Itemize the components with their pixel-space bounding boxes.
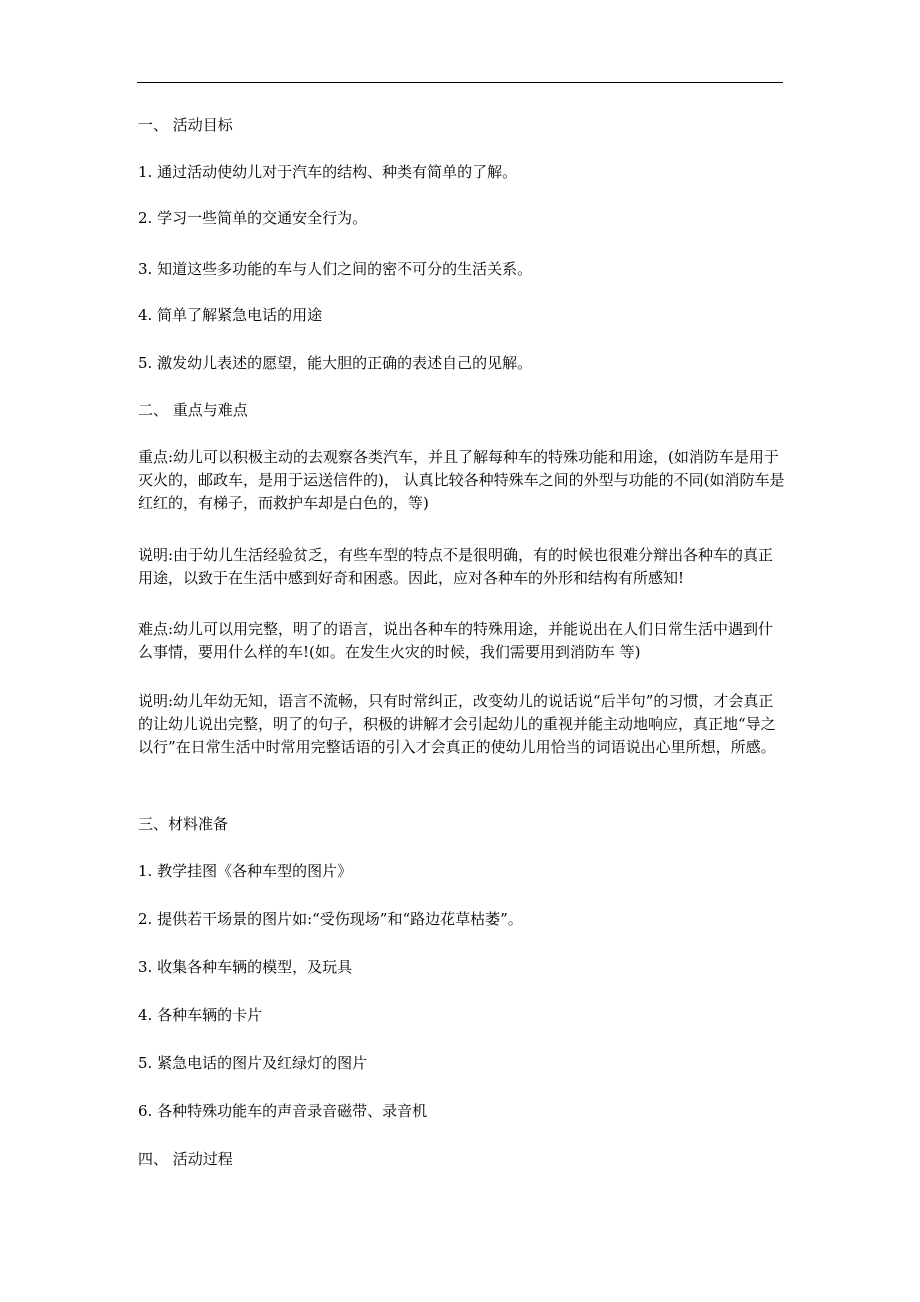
paragraph-note-1: 说明:由于幼儿生活经验贫乏，有些车型的特点不是很明确，有的时候也很难分辩出各种车的真正用途，以致于在生活中感到好奇和困惑。因此，应对各种车的外形和结构有所感知! [138, 546, 774, 587]
list-item: 3. 知道这些多功能的车与人们之间的密不可分的生活关系。 [138, 260, 533, 278]
list-item: 4. 简单了解紧急电话的用途 [138, 306, 323, 324]
list-item: 6. 各种特殊功能车的声音录音磁带、录音机 [138, 1102, 428, 1120]
list-item: 5. 紧急电话的图片及红绿灯的图片 [138, 1054, 368, 1072]
list-item: 4. 各种车辆的卡片 [138, 1006, 263, 1024]
list-item: 2. 学习一些简单的交通安全行为。 [138, 209, 368, 227]
list-item: 5. 激发幼儿表述的愿望，能大胆的正确的表述自己的见解。 [138, 354, 533, 372]
list-item: 1. 通过活动使幼儿对于汽车的结构、种类有简单的了解。 [138, 163, 518, 181]
section-heading-3: 三、材料准备 [138, 815, 229, 833]
paragraph-key-points: 重点:幼儿可以积极主动的去观察各类汽车，并且了解每种车的特殊功能和用途，(如消防车是用于灭火的，邮政车，是用于运送信件的)， 认真比较各种特殊车之间的外型与功能的不同(如消防车是红红的，有梯子，而救护车却是白色的，等) [138, 448, 785, 512]
section-heading-1: 一、 活动目标 [138, 116, 233, 134]
section-heading-2: 二、 重点与难点 [138, 401, 248, 419]
section-heading-4: 四、 活动过程 [138, 1150, 233, 1168]
list-item: 2. 提供若干场景的图片如:“受伤现场”和“路边花草枯萎”。 [138, 910, 523, 928]
header-rule [137, 82, 783, 83]
paragraph-note-2: 说明:幼儿年幼无知，语言不流畅，只有时常纠正，改变幼儿的说话说“后半句”的习惯，才会真正的让幼儿说出完整，明了的句子，积极的讲解才会引起幼儿的重视并能主动地响应，真正地“导之以行”在日常生活中时常用完整话语的引入才会真正的使幼儿用恰当的词语说出心里所想，所感。 [138, 692, 776, 756]
paragraph-difficulties: 难点:幼儿可以用完整，明了的语言，说出各种车的特殊用途，并能说出在人们日常生活中遇到什么事情，要用什么样的车!(如。在发生火灾的时候，我们需要用到消防车 等) [138, 620, 774, 661]
list-item: 3. 收集各种车辆的模型，及玩具 [138, 958, 353, 976]
list-item: 1. 教学挂图《各种车型的图片》 [138, 862, 353, 880]
